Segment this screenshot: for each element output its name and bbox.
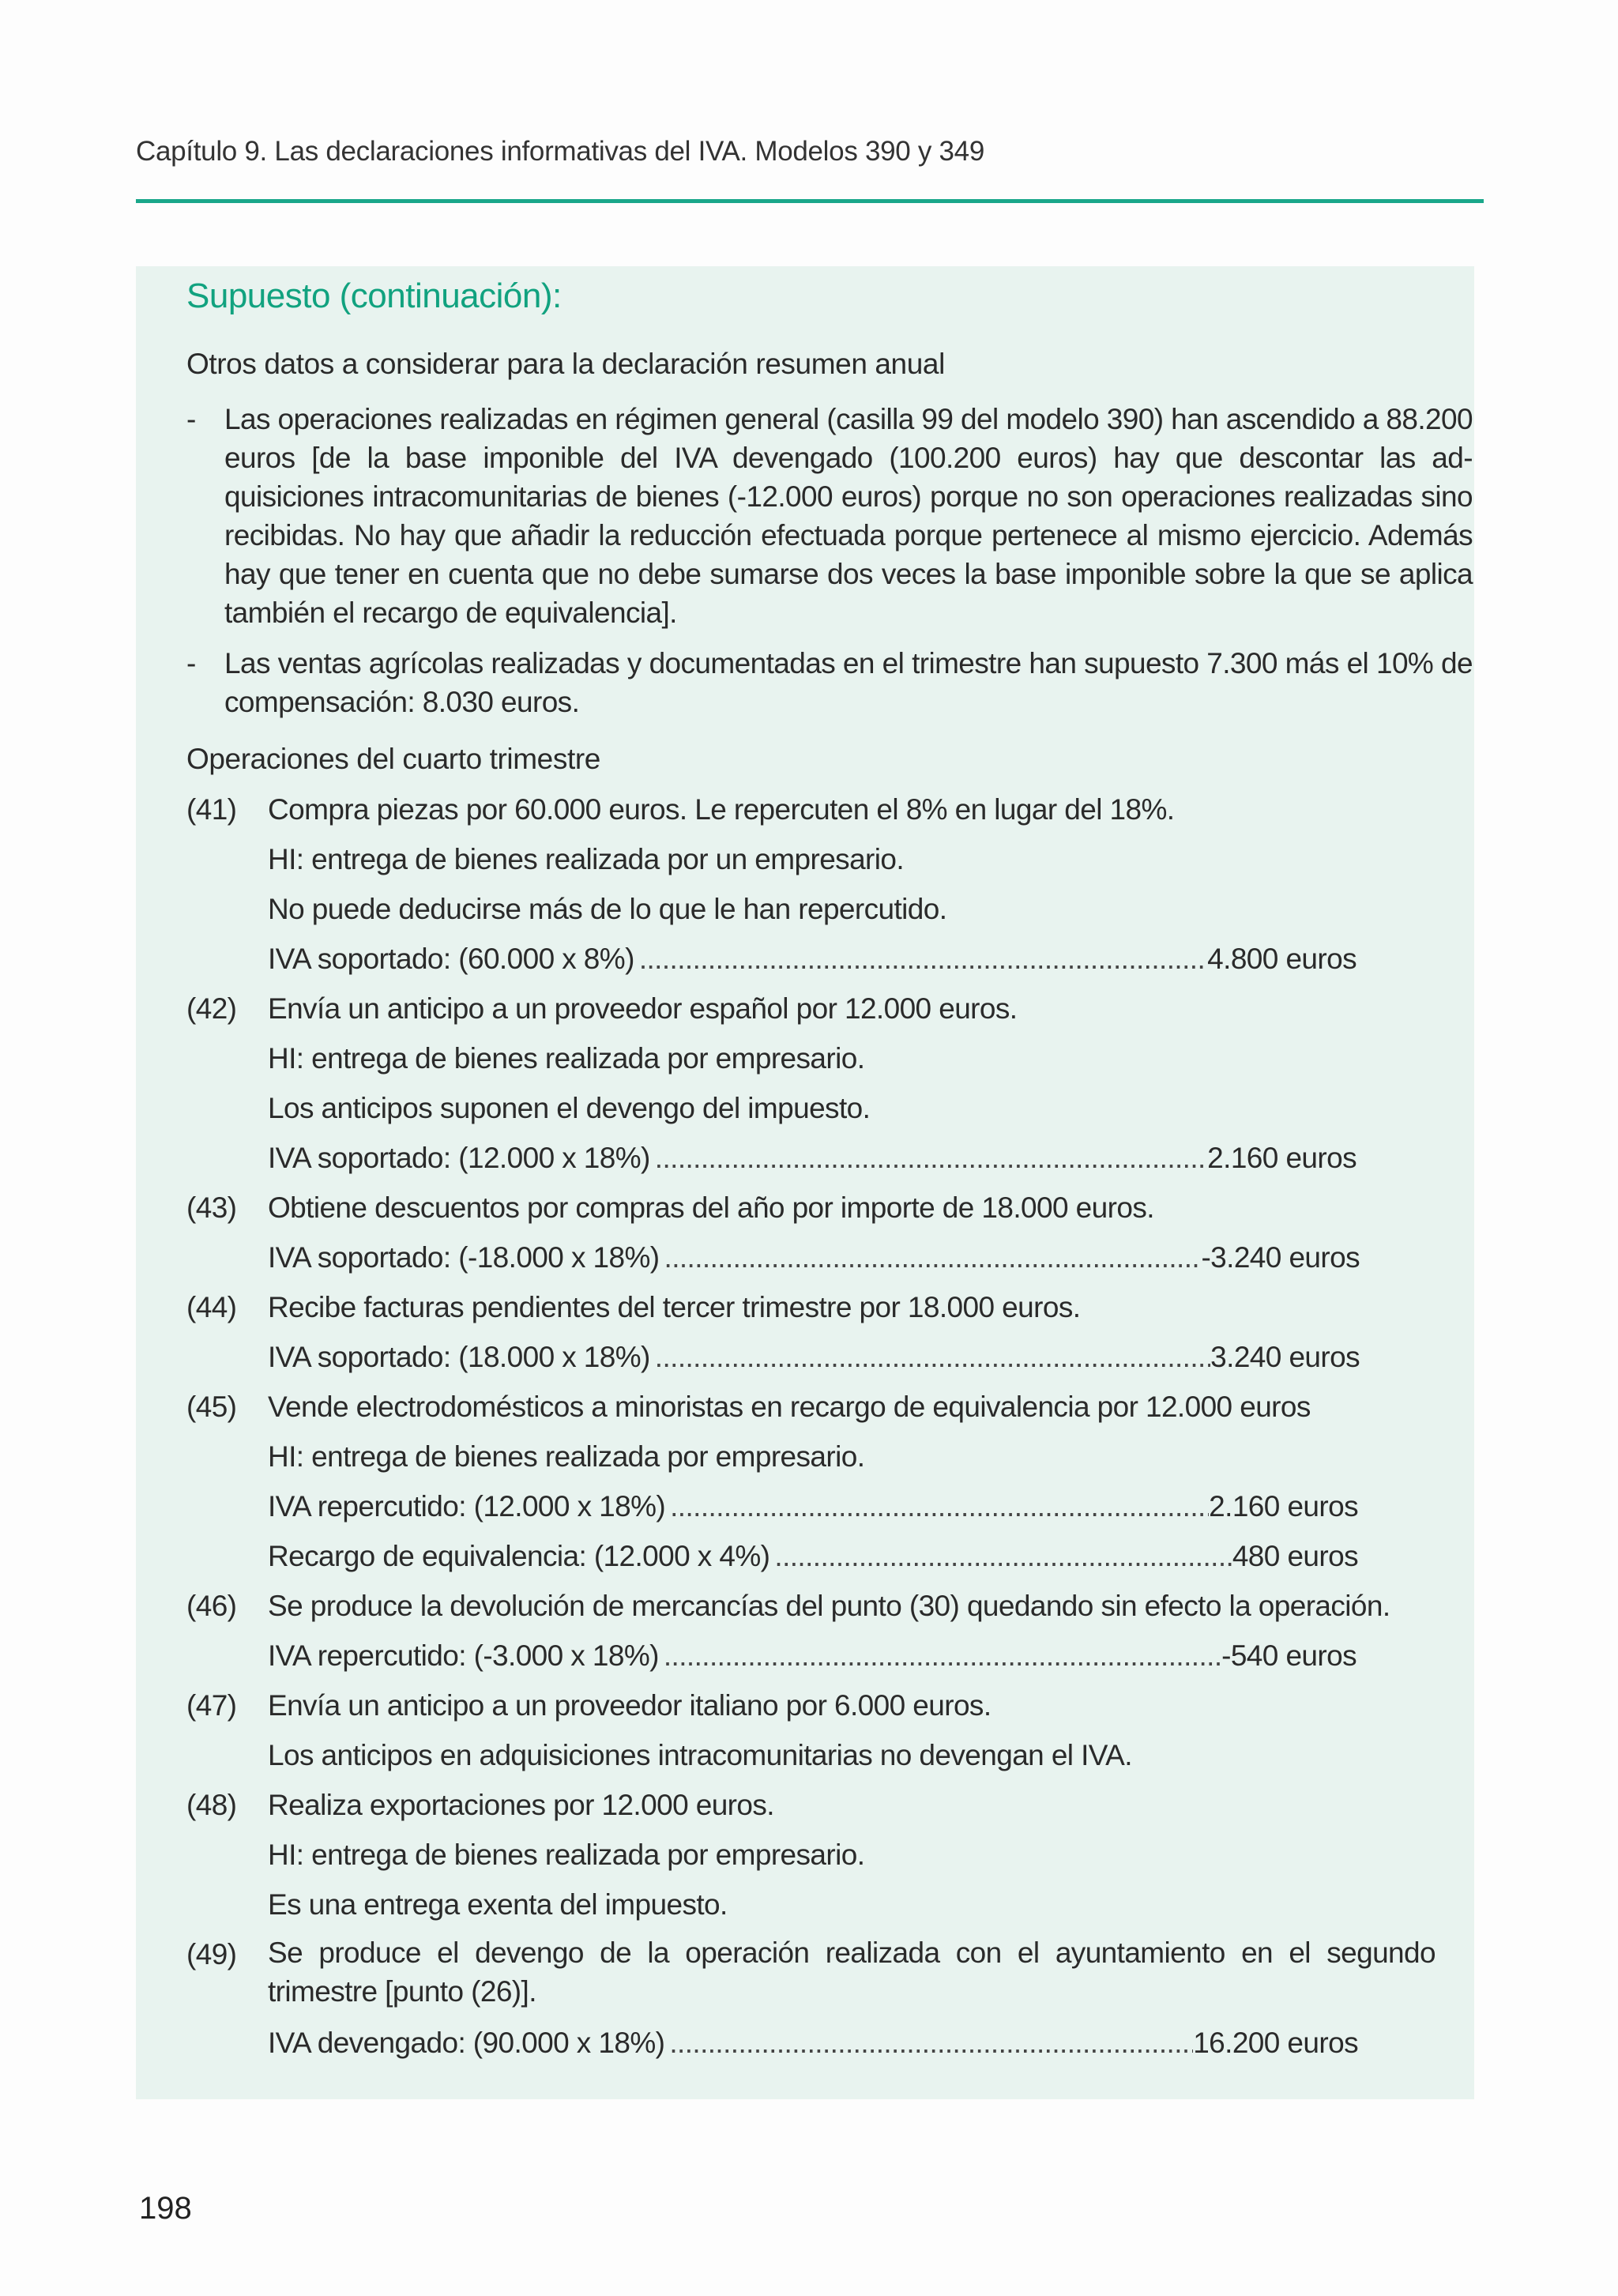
amount-line xyxy=(268,1490,1358,1523)
operation-note: HI: entrega de bienes realizada por empresario. xyxy=(268,1440,865,1473)
amount-value: 480 euros xyxy=(1232,1540,1358,1572)
amount-label: Recargo de equivalencia: (12.000 x 4%) xyxy=(268,1540,770,1572)
operation-number: (45) xyxy=(186,1391,237,1423)
operation-text: Recibe facturas pendientes del tercer trimestre por 18.000 euros. xyxy=(268,1291,1081,1323)
amount-line xyxy=(268,2027,1358,2060)
operation-text: Envía un anticipo a un proveedor italiano por 6.000 euros. xyxy=(268,1689,991,1722)
operation-note: HI: entrega de bienes realizada por un empresario. xyxy=(268,843,905,875)
operation-text: Se produce la devolución de mercancías del punto (30) quedando sin efecto la operación. xyxy=(268,1590,1390,1622)
operation-number: (48) xyxy=(186,1789,237,1821)
amount-label: IVA soportado: (60.000 x 8%) xyxy=(268,943,634,975)
operation-number: (44) xyxy=(186,1291,237,1323)
operation-number: (43) xyxy=(186,1191,237,1224)
operation-note: Los anticipos suponen el devengo del impuesto. xyxy=(268,1092,871,1124)
operation-text: Compra piezas por 60.000 euros. Le repercuten el 8% en lugar del 18%. xyxy=(268,793,1175,826)
operation-note: No puede deducirse más de lo que le han repercutido. xyxy=(268,893,947,925)
operation-number: (49) xyxy=(186,1938,237,1970)
operations-title: Operaciones del cuarto trimestre xyxy=(186,743,600,775)
operation-note: Los anticipos en adquisiciones intracomunitarias no devengan el IVA. xyxy=(268,1739,1132,1771)
dot-leader xyxy=(665,1490,1209,1523)
operation-note: HI: entrega de bienes realizada por empresario. xyxy=(268,1042,865,1075)
amount-label: IVA soportado: (18.000 x 18%) xyxy=(268,1341,650,1373)
operation-number: (41) xyxy=(186,793,237,826)
operation-text: Obtiene descuentos por compras del año por importe de 18.000 euros. xyxy=(268,1191,1154,1224)
amount-value: 4.800 euros xyxy=(1207,943,1356,975)
dot-leader xyxy=(769,1540,1232,1573)
bullet-text: Las operaciones realizadas en régimen general (casilla 99 del modelo 390) han ascendido a 88.200 euros [de la base imponible del IVA devengado (100.200 euros) hay que descontar las ad-quisiciones intracomunitarias de bienes (-12.000 euros) porque no son operaciones realizadas sino recibidas. No hay que añadir la reducción efectuada porque pertenece al mismo ejercicio. Además hay que tener en cuenta que no debe sumarse dos veces la base imponible sobre la que se aplica también el recargo de equivalencia]. xyxy=(224,403,1473,629)
amount-label: IVA soportado: (-18.000 x 18%) xyxy=(268,1241,660,1274)
dot-leader xyxy=(650,1341,1210,1374)
amount-label: IVA devengado: (90.000 x 18%) xyxy=(268,2027,665,2059)
dot-leader xyxy=(650,1142,1207,1175)
dot-leader xyxy=(659,1639,1221,1673)
amount-value: -540 euros xyxy=(1221,1639,1356,1672)
operation-number: (47) xyxy=(186,1689,237,1722)
chapter-header: Capítulo 9. Las declaraciones informativas del IVA. Modelos 390 y 349 xyxy=(136,136,984,167)
amount-value: -3.240 euros xyxy=(1201,1241,1360,1274)
amount-value: 2.160 euros xyxy=(1209,1490,1358,1523)
case-study-title: Supuesto (continuación): xyxy=(186,277,562,315)
page-number: 198 xyxy=(139,2191,192,2226)
operation-text: Realiza exportaciones por 12.000 euros. xyxy=(268,1789,774,1821)
amount-label: IVA repercutido: (12.000 x 18%) xyxy=(268,1490,666,1523)
amount-line xyxy=(268,1341,1360,1374)
amount-line xyxy=(268,943,1356,976)
amount-value: 2.160 euros xyxy=(1207,1142,1356,1174)
amount-line xyxy=(268,1540,1358,1573)
dot-leader xyxy=(664,2027,1193,2060)
amount-label: IVA repercutido: (-3.000 x 18%) xyxy=(268,1639,659,1672)
bullet-marker: - xyxy=(186,403,196,435)
operation-note: HI: entrega de bienes realizada por empresario. xyxy=(268,1839,865,1871)
amount-line xyxy=(268,1142,1356,1175)
header-divider xyxy=(136,199,1484,203)
amount-line xyxy=(268,1241,1360,1274)
amount-line xyxy=(268,1639,1356,1673)
dot-leader xyxy=(634,943,1207,976)
amount-value: 3.240 euros xyxy=(1210,1341,1360,1373)
amount-label: IVA soportado: (12.000 x 18%) xyxy=(268,1142,650,1174)
operation-text: Envía un anticipo a un proveedor español por 12.000 euros. xyxy=(268,992,1018,1025)
other-data-title: Otros datos a considerar para la declaración resumen anual xyxy=(186,348,945,380)
operation-text: Se produce el devengo de la operación realizada con el ayuntamiento en el segundo trimestre [punto (26)]. xyxy=(268,1937,1436,2008)
amount-value: 16.200 euros xyxy=(1193,2027,1358,2059)
bullet-marker: - xyxy=(186,647,196,679)
bullet-text: Las ventas agrícolas realizadas y documentadas en el trimestre han supuesto 7.300 más el 10% de compensación: 8.030 euros. xyxy=(224,647,1473,718)
operation-text: Vende electrodomésticos a minoristas en recargo de equivalencia por 12.000 euros xyxy=(268,1391,1311,1423)
dot-leader xyxy=(660,1241,1202,1274)
operation-number: (46) xyxy=(186,1590,237,1622)
operation-note: Es una entrega exenta del impuesto. xyxy=(268,1888,728,1921)
operation-number: (42) xyxy=(186,992,237,1025)
